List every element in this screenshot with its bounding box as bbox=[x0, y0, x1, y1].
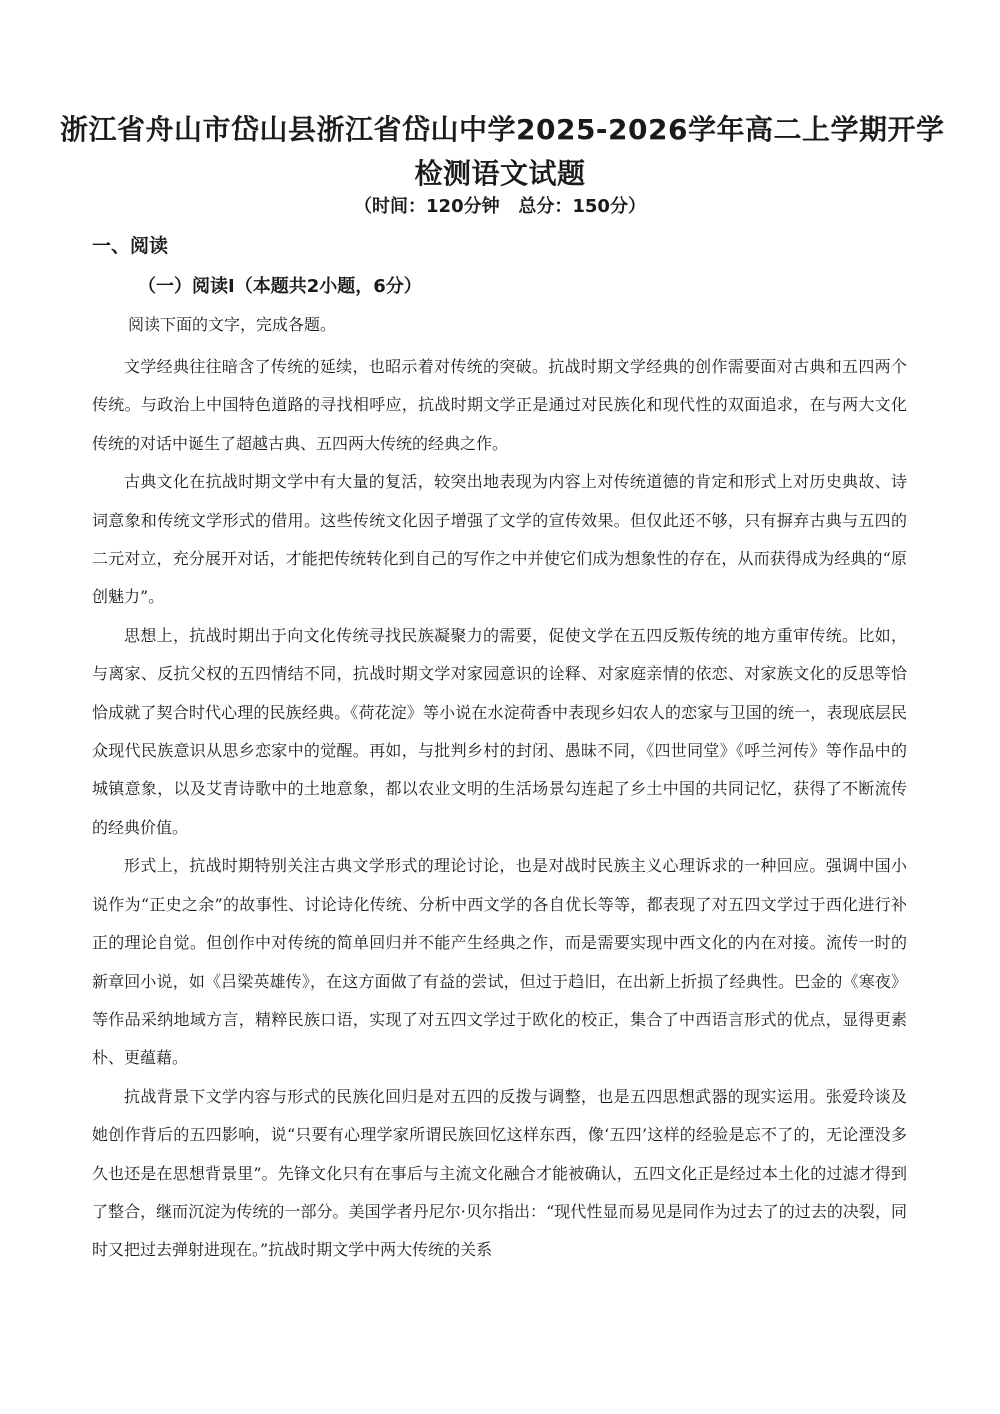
reading-passage bbox=[92, 348, 907, 1270]
exam-time-and-score: （时间：120分钟 总分：150分） bbox=[354, 196, 646, 217]
exam-title-line-2: 检测语文试题 bbox=[414, 157, 586, 190]
passage-paragraph-4: 形式上，抗战时期特别关注古典文学形式的理论讨论，也是对战时民族主义心理诉求的一种回应。强调中国小说作为“正史之余”的故事性、讨论诗化传统、分析中西文学的各自优长等等，都表现了对五四文学过于西化进行补正的理论自觉。但创作中对传统的简单回归并不能产生经典之作，而是需要实现中西文化的内在对接。流传一时的新章回小说，如《吕梁英雄传》，在这方面做了有益的尝试，但过于趋旧，在出新上折损了经典性。巴金的《寒夜》等作品采纳地域方言，精粹民族口语，实现了对五四文学过于欧化的校正，集合了中西语言形式的优点，显得更素朴、更蕴藉。 bbox=[92, 856, 907, 1068]
passage-paragraph-5: 抗战背景下文学内容与形式的民族化回归是对五四的反拨与调整，也是五四思想武器的现实运用。张爱玲谈及她创作背后的五四影响，说“只要有心理学家所谓民族回忆这样东西，像‘五四’这样的经验是忘不了的，无论湮没多久也还是在思想背景里”。先锋文化只有在事后与主流文化融合才能被确认，五四文化正是经过本土化的过滤才得到了整合，继而沉淀为传统的一部分。美国学者丹尼尔·贝尔指出：“现代性显而易见是同作为过去了的过去的决裂，同时又把过去弹射进现在。”抗战时期文学中两大传统的关系 bbox=[92, 1086, 907, 1260]
section-heading-reading: 一、阅读 bbox=[92, 235, 169, 257]
subsection-heading-reading-1: （一）阅读Ⅰ（本题共2小题，6分） bbox=[138, 276, 422, 297]
passage-paragraph-1: 文学经典往往暗含了传统的延续，也昭示着对传统的突破。抗战时期文学经典的创作需要面对古典和五四两个传统。与政治上中国特色道路的寻找相呼应，抗战时期文学正是通过对民族化和现代性的双面追求，在与两大文化传统的对话中诞生了超越古典、五四两大传统的经典之作。 bbox=[92, 357, 907, 453]
reading-instruction: 阅读下面的文字，完成各题。 bbox=[128, 315, 337, 334]
passage-paragraph-2: 古典文化在抗战时期文学中有大量的复活，较突出地表现为内容上对传统道德的肯定和形式上对历史典故、诗词意象和传统文学形式的借用。这些传统文化因子增强了文学的宣传效果。但仅此还不够，只有摒弃古典与五四的二元对立，充分展开对话，才能把传统转化到自己的写作之中并使它们成为想象性的存在，从而获得成为经典的“原创魅力”。 bbox=[92, 472, 907, 607]
exam-title-line-1: 浙江省舟山市岱山县浙江省岱山中学2025-2026学年高二上学期开学 bbox=[60, 113, 945, 146]
passage-paragraph-3: 思想上，抗战时期出于向文化传统寻找民族凝聚力的需要，促使文学在五四反叛传统的地方重审传统。比如，与离家、反抗父权的五四情结不同，抗战时期文学对家园意识的诠释、对家庭亲情的依恋、对家族文化的反思等恰恰成就了契合时代心理的民族经典。《荷花淀》等小说在水淀荷香中表现乡妇农人的恋家与卫国的统一，表现底层民众现代民族意识从思乡恋家中的觉醒。再如，与批判乡村的封闭、愚昧不同，《四世同堂》《呼兰河传》等作品中的城镇意象，以及艾青诗歌中的土地意象，都以农业文明的生活场景勾连起了乡土中国的共同记忆，获得了不断流传的经典价值。 bbox=[92, 625, 907, 837]
